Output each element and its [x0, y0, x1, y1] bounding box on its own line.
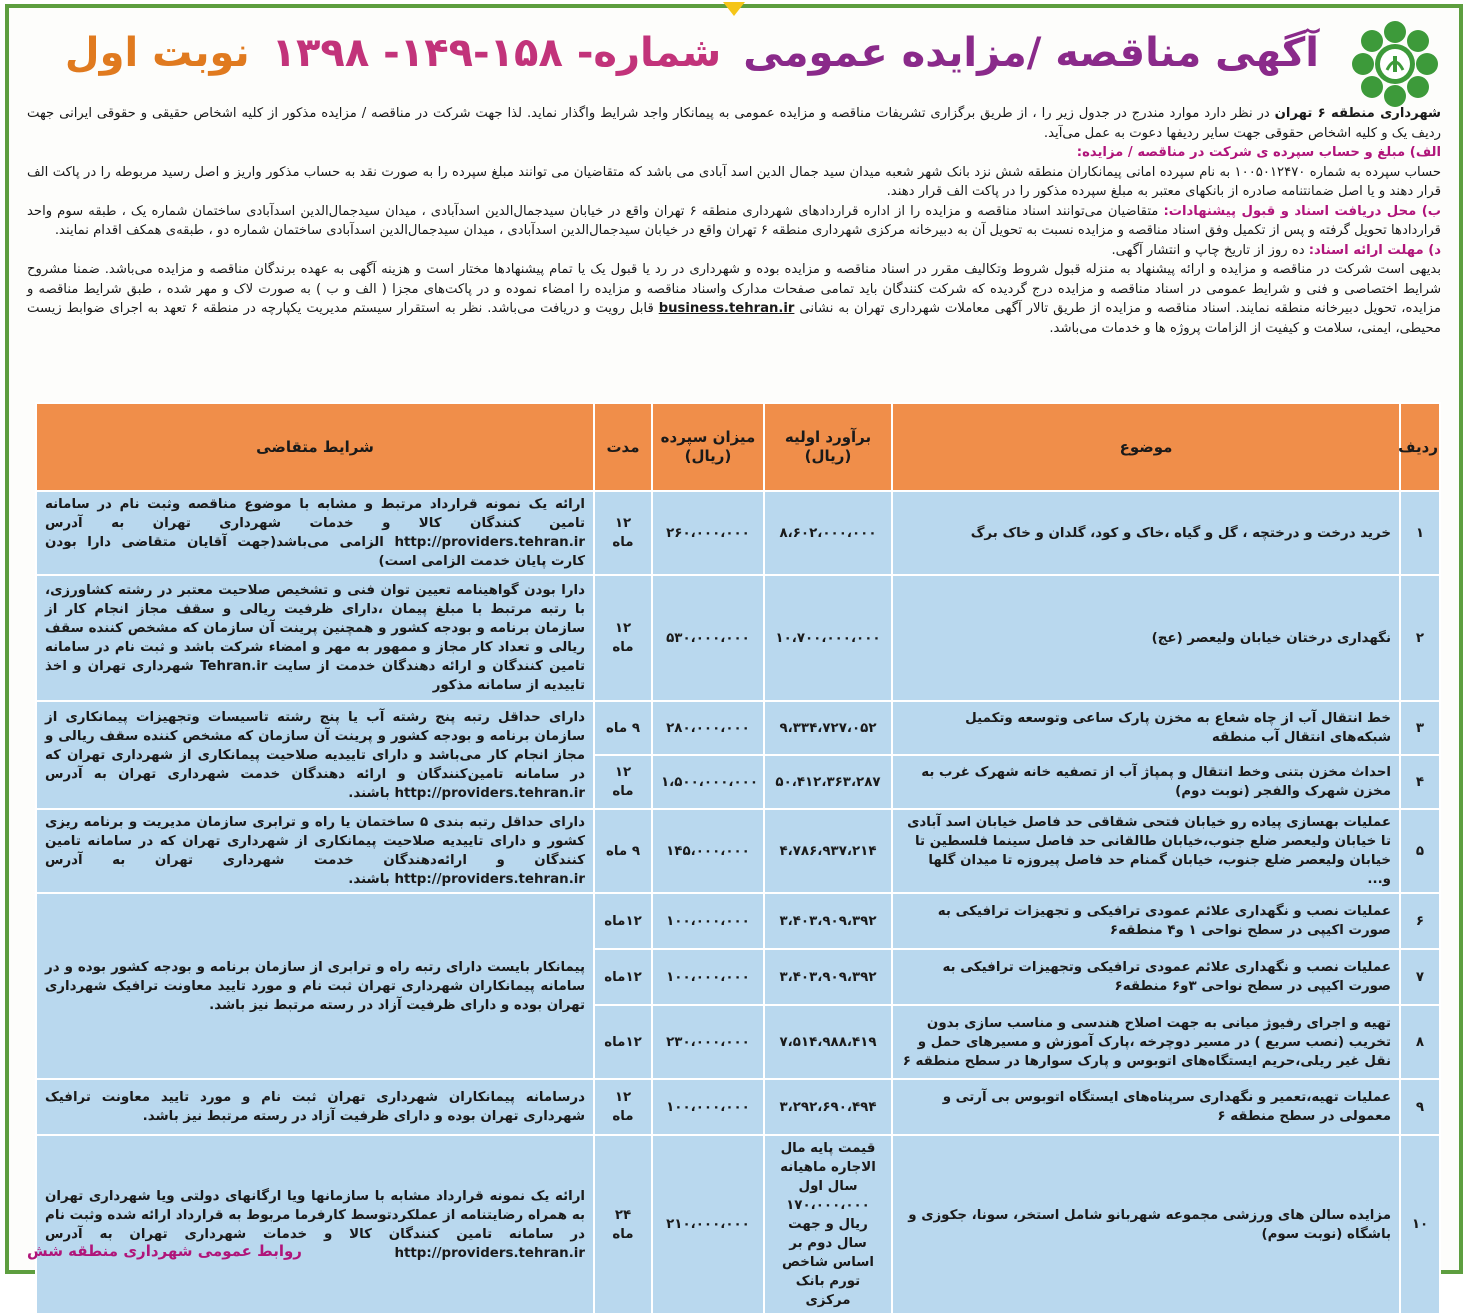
row-index: ۶	[1400, 893, 1440, 949]
header-duration: مدت	[594, 403, 652, 491]
table-row	[36, 701, 1440, 755]
header-subject: موضوع	[892, 403, 1400, 491]
closing-text: بدیهی است شرکت در مناقصه و مزایده و ارائه پیشنهاد به منزله قبول شروط وتکالیف مقرر در اسناد مناقصه و مزایده بوده و شهرداری در رد یا قبول یک یا تمام پیشنهادها مختار است و هزینه آگهی به عهده برندگان مناقصه و مزایده می‌باشد. ضمنا مشروح شرایط اختصاصی و فنی و شرایط عمومی در اسناد مناقصه و مزایده درج گردیده که شرکت کنندگان باید تمامی صفحات مدارک واسناد مناقصه و مزایده را امضاء نموده و در پاکت‌های مجزا ( الف و ب ) به صورت لاک و مهر شده ، طبق شرایط مناقصه و مزایده، تحویل دبیرخانه منطقه نمایند. اسناد مناقصه و مزایده از طریق تالار آگهی معاملات شهرداری تهران به نشانی	[27, 262, 1441, 316]
row-conditions: ارائه یک نمونه قرارداد مشابه با سازمانها ویا ارگانهای دولتی ویا شهرداری تهران به همراه رضایتنامه از عملکردتوسط کارفرما مربوط به قرارداد ارائه شده وثبت نام در سامانه تامین کنندگان کالا و خدمات شهرداری تهران به آدرس http://providers.tehran.ir	[36, 1135, 594, 1314]
title-main: آگهی مناقصه /مزایده عمومی	[743, 30, 1319, 76]
row-index: ۸	[1400, 1005, 1440, 1079]
row-deposit: ۲۱۰،۰۰۰،۰۰۰	[652, 1135, 764, 1314]
row-index: ۲	[1400, 575, 1440, 701]
row-duration: ۱۲ماه	[594, 893, 652, 949]
row-estimate: ۷،۵۱۴،۹۸۸،۴۱۹	[764, 1005, 892, 1079]
tehran-municipality-logo-icon	[1349, 18, 1441, 110]
closing-paragraph	[27, 260, 1441, 338]
row-estimate: ۸،۶۰۲،۰۰۰،۰۰۰	[764, 491, 892, 575]
table-row	[36, 491, 1440, 575]
row-duration: ۹ ماه	[594, 809, 652, 893]
row-subject: احداث مخزن بتنی وخط انتقال و پمپاژ آب از تصفیه خانه شهرک غرب به مخزن شهرک والفجر (نوبت دوم)	[892, 755, 1400, 809]
header-conditions: شرایط متقاضی	[36, 403, 594, 491]
row-duration: ۲۴ ماه	[594, 1135, 652, 1314]
table-row	[36, 575, 1440, 701]
row-estimate: ۵۰،۴۱۲،۳۶۳،۲۸۷	[764, 755, 892, 809]
row-deposit: ۱۰۰،۰۰۰،۰۰۰	[652, 949, 764, 1005]
row-subject: خرید درخت و درختچه ، گل و گیاه ،خاک و کود، گلدان و خاک برگ	[892, 491, 1400, 575]
title-line	[64, 30, 1319, 76]
advertisement-page	[5, 4, 1463, 1308]
row-subject: عملیات بهسازی پیاده رو خیابان فتحی شقاقی حد فاصل خیابان اسد آبادی تا خیابان ولیعصر ضلع جنوب،خیابان طالقانی حد فاصل سینما فلسطین تا خیابان ولیعصر ضلع جنوب، خیابان گمنام حد فاصل پیروزه تا میدان گلها و...	[892, 809, 1400, 893]
row-index: ۷	[1400, 949, 1440, 1005]
row-index: ۵	[1400, 809, 1440, 893]
row-deposit: ۲۸۰،۰۰۰،۰۰۰	[652, 701, 764, 755]
footer-signature: روابط عمومی شهرداری منطقه شش	[27, 1242, 302, 1260]
title-number: شماره- ۱۵۸-۱۴۹- ۱۳۹۸	[271, 30, 722, 76]
row-index: ۳	[1400, 701, 1440, 755]
row-conditions: دارا بودن گواهینامه تعیین توان فنی و تشخیص صلاحیت معتبر در رشته کشاورزی، با رتبه مرتبط با مبلغ پیمان ،دارای ظرفیت ریالی و سقف مجاز انجام کار از سازمان برنامه و بودجه کشور و همچنین پرینت آن سازمان که مشخص کننده سقف ریالی و تعداد کار مجاز و ممهور به مهر و امضاء شرکت باشد و ثبت نام در سامانه تامین کنندگان و ارائه دهندگان خدمت از سایت Tehran.ir شهرداری تهران و اخذ تاییدیه از سامانه مذکور	[36, 575, 594, 701]
row-index: ۱۰	[1400, 1135, 1440, 1314]
row-duration: ۹ ماه	[594, 701, 652, 755]
section-a-title: الف) مبلغ و حساب سپرده ی شرکت در مناقصه / مزایده:	[1076, 145, 1441, 160]
row-conditions: پیمانکار بایست دارای رتبه راه و ترابری از سازمان برنامه و بودجه کشور بوده و در سامانه پیمانکاران شهرداری تهران ثبت نام و مورد تایید معاونت ترافیک شهرداری تهران بوده و دارای ظرفیت آزاد در رسته مرتبط نیز باشد.	[36, 893, 594, 1079]
header-row-number: ردیف	[1400, 403, 1440, 491]
section-b-title: ب) محل دریافت اسناد و قبول پیشنهادات:	[1163, 203, 1441, 219]
row-duration: ۱۲ ماه	[594, 755, 652, 809]
table-row	[36, 1135, 1440, 1314]
row-subject: مزایده سالن های ورزشی مجموعه شهربانو شامل استخر، سونا، جکوزی و باشگاه (نوبت سوم)	[892, 1135, 1400, 1314]
section-d-text: ده روز از تاریخ چاپ و انتشار آگهی.	[1111, 242, 1305, 258]
row-deposit: ۲۳۰،۰۰۰،۰۰۰	[652, 1005, 764, 1079]
title-round: نوبت اول	[64, 30, 250, 76]
row-estimate: ۱۰،۷۰۰،۰۰۰،۰۰۰	[764, 575, 892, 701]
row-duration: ۱۲ماه	[594, 1005, 652, 1079]
section-a	[27, 143, 1441, 163]
row-estimate: ۳،۴۰۳،۹۰۹،۳۹۲	[764, 949, 892, 1005]
row-deposit: ۱۴۵،۰۰۰،۰۰۰	[652, 809, 764, 893]
row-subject: تهیه و اجرای رفیوژ میانی به جهت اصلاح هندسی و مناسب سازی بدون تخریب (نصب سریع ) در مسیر دوچرخه ،پارک آموزش و مسیرهای حمل و نقل غیر ریلی،حریم ایستگاه‌های اتوبوس و پارک سوارها در سطح منطقه ۶	[892, 1005, 1400, 1079]
table-row	[36, 1079, 1440, 1135]
section-a-body	[27, 163, 1441, 202]
header	[9, 8, 1459, 116]
row-conditions: دارای حداقل رتبه پنج رشته آب یا پنج رشته تاسیسات وتجهیزات پیمانکاری از سازمان برنامه و بودجه کشور و پرینت آن سازمان که مشخص کننده سقف ریالی و مجاز انجام کار می‌باشد و دارای تاییدیه صلاحیت پیمانکاری از شهرداری تهران که در سامانه تامین‌کنندگان و ارائه دهندگان خدمت شهرداری تهران به آدرس http://providers.tehran.ir باشند.	[36, 701, 594, 809]
row-estimate: ۳،۲۹۲،۶۹۰،۴۹۴	[764, 1079, 892, 1135]
row-subject: خط انتقال آب از چاه شعاع به مخزن پارک ساعی وتوسعه وتکمیل شبکه‌های انتقال آب منطقه	[892, 701, 1400, 755]
row-subject: عملیات نصب و نگهداری علائم عمودی ترافیکی وتجهیزات ترافیکی به صورت اکیپی در سطح نواحی ۳و۶ منطقه۶	[892, 949, 1400, 1005]
row-conditions: دارای حداقل رتبه بندی ۵ ساختمان یا راه و ترابری سازمان مدیریت و برنامه ریزی کشور و دارای تاییدیه صلاحیت پیمانکاری از شهرداری تهران که در سامانه تامین کنندگان و ارائه‌دهندگان خدمت شهرداری تهران به آدرس http://providers.tehran.ir باشند.	[36, 809, 594, 893]
row-estimate: ۹،۳۳۴،۷۲۷،۰۵۲	[764, 701, 892, 755]
row-estimate: قیمت پایه مال الاجاره ماهیانه سال اول ۱۷۰،۰۰۰،۰۰۰ ریال و جهت سال دوم بر اساس شاخص تورم بانک مرکزی	[764, 1135, 892, 1314]
table-row	[36, 893, 1440, 949]
section-d	[27, 241, 1441, 261]
table-row	[36, 809, 1440, 893]
section-d-title: د) مهلت ارائه اسناد:	[1308, 242, 1441, 258]
row-deposit: ۵۳۰،۰۰۰،۰۰۰	[652, 575, 764, 701]
intro-line1: در نظر دارد موارد مندرج در جدول زیر را ، از طریق برگزاری تشریفات مناقصه و مزایده عمومی به پیمانکار واجد شرایط واگذار نماید. لذا جهت شرکت در مناقصه / مزایده مذکور از کلیه اشخاص حقیقی و حقوقی ایرانی جهت ردیف یک و کلیه اشخاص حقوقی جهت سایر ردیفها دعوت به عمل می‌آید.	[27, 106, 1441, 141]
section-b	[27, 202, 1441, 241]
row-deposit: ۱۰۰،۰۰۰،۰۰۰	[652, 1079, 764, 1135]
row-duration: ۱۲ ماه	[594, 491, 652, 575]
row-subject: نگهداری درختان خیابان ولیعصر (عج)	[892, 575, 1400, 701]
header-estimate: برآورد اولیه (ریال)	[764, 403, 892, 491]
row-duration: ۱۲ ماه	[594, 575, 652, 701]
section-b-text: متقاضیان می‌توانند اسناد مناقصه و مزایده را از اداره قراردادهای شهرداری منطقه ۶ تهران واقع در خیابان سیدجمال‌الدین اسدآبادی ، میدان سیدجمال‌الدین اسدآبادی ساختمان شماره یک ، طبقه سوم واحد قراردادها تحویل گرفته و پس از تکمیل وفق اسناد مناقصه و مزایده نسبت به تحویل آن به دبیرخانه مرکزی شهرداری منطقه ۶ تهران واقع در خیابان سیدجمال‌الدین اسدآبادی ، میدان سیدجمال‌الدین اسدآبادی ساختمان شماره دو ، طبقه‌ی همکف اقدام نمایند.	[27, 203, 1441, 238]
row-deposit: ۱،۵۰۰،۰۰۰،۰۰۰	[652, 755, 764, 809]
section-a-text: حساب سپرده به شماره ۱۰۰۵۰۱۲۴۷۰ به نام سپرده امانی پیمانکاران منطقه شش نزد بانک شهر شعبه میدان سید جمال الدین اسد آبادی می باشد که متقاضیان می توانند مبلغ سپرده را به صورت نقد به حساب مذکور واریز و اصل رسید مربوطه را در پاکت الف قرار دهند و یا اصل ضمانتنامه صادره از بانکهای معتبر به مبلغ سپرده مذکور را در پاکت الف قرار دهند.	[27, 164, 1441, 199]
tender-table	[35, 402, 1441, 1315]
row-index: ۴	[1400, 755, 1440, 809]
row-estimate: ۳،۴۰۳،۹۰۹،۳۹۲	[764, 893, 892, 949]
row-estimate: ۴،۷۸۶،۹۳۷،۲۱۴	[764, 809, 892, 893]
intro-text	[27, 104, 1441, 338]
row-subject: عملیات تهیه،تعمیر و نگهداری سرپناه‌های ایستگاه اتوبوس بی آرتی و معمولی در سطح منطقه ۶	[892, 1079, 1400, 1135]
row-duration: ۱۲ماه	[594, 949, 652, 1005]
row-deposit: ۲۶۰،۰۰۰،۰۰۰	[652, 491, 764, 575]
row-conditions: ارائه یک نمونه قرارداد مرتبط و مشابه با موضوع مناقصه وثبت نام در سامانه تامین کنندگان کالا و خدمات شهرداری تهران به آدرس http://providers.tehran.ir الزامی می‌باشد(جهت آقایان متقاضی دارا بودن کارت پایان خدمت الزامی است)	[36, 491, 594, 575]
row-index: ۱	[1400, 491, 1440, 575]
business-url-link[interactable]: business.tehran.ir	[658, 301, 795, 316]
header-deposit: میزان سپرده (ریال)	[652, 403, 764, 491]
row-conditions: درسامانه پیمانکاران شهرداری تهران ثبت نام و مورد تایید معاونت ترافیک شهرداری تهران بوده و دارای ظرفیت آزاد در رسته مرتبط نیز باشد.	[36, 1079, 594, 1135]
table-header-row	[36, 403, 1440, 491]
row-index: ۹	[1400, 1079, 1440, 1135]
closing-tail: قابل رویت و دریافت می‌باشد. نظر به استقرار سیستم مدیریت یکپارچه در منطقه ۶ تعهد به اجرای ضوابط زیست محیطی، ایمنی، سلامت و کیفیت از الزامات پروژه ها و خدمات می‌باشد.	[27, 301, 1441, 336]
row-subject: عملیات نصب و نگهداری علائم عمودی ترافیکی و تجهیزات ترافیکی به صورت اکیپی در سطح نواحی ۱ و۴ منطقه۶	[892, 893, 1400, 949]
row-deposit: ۱۰۰،۰۰۰،۰۰۰	[652, 893, 764, 949]
intro-paragraph	[27, 104, 1441, 143]
row-duration: ۱۲ ماه	[594, 1079, 652, 1135]
issuer-name: شهرداری منطقه ۶ تهران	[1274, 106, 1441, 121]
